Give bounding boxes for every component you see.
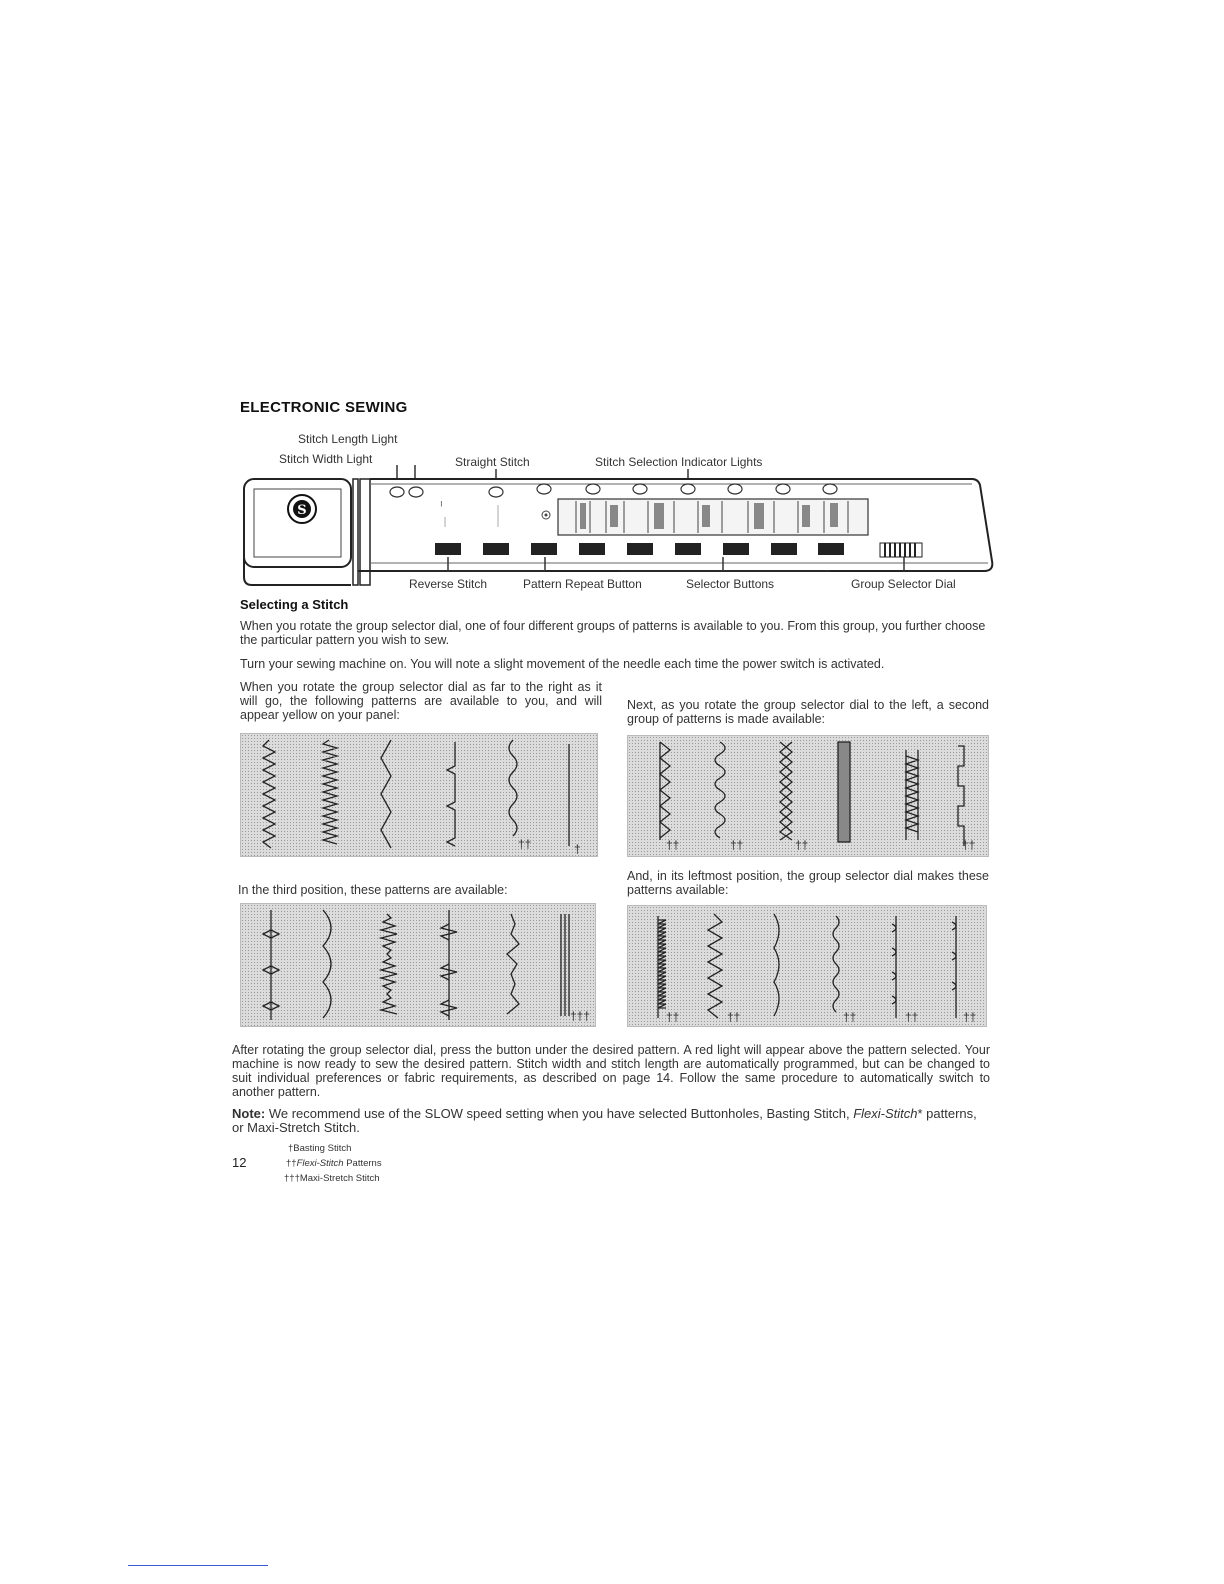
paragraph-group-1: When you rotate the group selector dial as far to the right as it will go, the following patterns are available to you, and will appear yellow on your panel: bbox=[240, 680, 602, 722]
note-text-2: * patterns, or Maxi-Stretch Stitch. bbox=[232, 1106, 977, 1135]
marker-g1-1: †† bbox=[518, 837, 532, 851]
paragraph-group-4: And, in its leftmost position, the group selector dial makes these patterns available: bbox=[627, 869, 989, 897]
pattern-group-3-stitches bbox=[241, 904, 595, 1026]
note-text-1: We recommend use of the SLOW speed setting when you have selected Buttonholes, Basting Stitch, bbox=[265, 1106, 854, 1121]
note-label: Note: bbox=[232, 1106, 266, 1121]
footnote-flexi bbox=[286, 1158, 382, 1169]
label-selector-buttons: Selector Buttons bbox=[686, 577, 775, 591]
footnote-maxi: †††Maxi-Stretch Stitch bbox=[284, 1173, 380, 1184]
pattern-group-4-stitches bbox=[628, 906, 986, 1026]
paragraph-after-rotating: After rotating the group selector dial, press the button under the desired pattern. A red light will appear above the pattern selected. Your machine is now ready to sew the desired pattern. Stitch width and stitch length are automatically programmed, but can be changed to suit individual preferences or fabric requirements, as described on page 14. Follow the same procedure to automatically switch to another pattern. bbox=[232, 1043, 990, 1099]
marker-g1-2: † bbox=[574, 842, 581, 856]
marker-g4-4: †† bbox=[905, 1010, 919, 1024]
marker-g2-4: †† bbox=[962, 838, 976, 852]
brand-logo bbox=[288, 495, 316, 523]
section-heading: ELECTRONIC SEWING bbox=[240, 399, 408, 416]
paragraph-group-3: In the third position, these patterns are available: bbox=[238, 883, 508, 897]
pattern-group-1-stitches bbox=[241, 734, 597, 856]
footnote-flexi-mark: †† bbox=[286, 1158, 297, 1169]
label-pattern-repeat-button: Pattern Repeat Button bbox=[523, 577, 642, 591]
note-italic: Flexi-Stitch bbox=[853, 1106, 918, 1121]
paragraph-power: Turn your sewing machine on. You will note a slight movement of the needle each time the power switch is activated. bbox=[240, 657, 885, 671]
bottom-rule bbox=[128, 1565, 268, 1566]
paragraph-intro: When you rotate the group selector dial, one of four different groups of patterns is available to you. From this group, you further choose the particular pattern you wish to sew. bbox=[240, 619, 986, 647]
label-indicator-lights: Stitch Selection Indicator Lights bbox=[595, 455, 763, 469]
subheading: Selecting a Stitch bbox=[240, 597, 349, 612]
svg-text:ᑊ: ᑊ bbox=[440, 499, 443, 515]
marker-g4-5: †† bbox=[963, 1010, 977, 1024]
marker-g3-1: ††† bbox=[570, 1009, 591, 1023]
footnote-basting: †Basting Stitch bbox=[288, 1143, 352, 1154]
pattern-group-4-image bbox=[627, 905, 987, 1027]
marker-g4-2: †† bbox=[727, 1010, 741, 1024]
label-straight-stitch: Straight Stitch bbox=[455, 455, 530, 469]
page-number: 12 bbox=[232, 1155, 247, 1170]
paragraph-group-2: Next, as you rotate the group selector dial to the left, a second group of patterns is made available: bbox=[627, 698, 989, 726]
marker-g2-3: †† bbox=[795, 838, 809, 852]
label-group-selector-dial: Group Selector Dial bbox=[851, 577, 956, 591]
marker-g4-3: †† bbox=[843, 1010, 857, 1024]
label-stitch-width-light: Stitch Width Light bbox=[279, 452, 373, 466]
pattern-group-3-image bbox=[240, 903, 596, 1027]
note-paragraph bbox=[232, 1107, 990, 1135]
footnote-flexi-text: Patterns bbox=[343, 1158, 382, 1169]
label-reverse-stitch: Reverse Stitch bbox=[409, 577, 488, 591]
marker-g2-2: †† bbox=[730, 838, 744, 852]
marker-g4-1: †† bbox=[666, 1010, 680, 1024]
pattern-group-1-image bbox=[240, 733, 598, 857]
brand-logo-letter: S bbox=[297, 503, 307, 518]
label-stitch-length-light: Stitch Length Light bbox=[298, 432, 398, 446]
footnote-flexi-italic: Flexi-Stitch bbox=[296, 1158, 344, 1169]
marker-g2-1: †† bbox=[666, 838, 680, 852]
